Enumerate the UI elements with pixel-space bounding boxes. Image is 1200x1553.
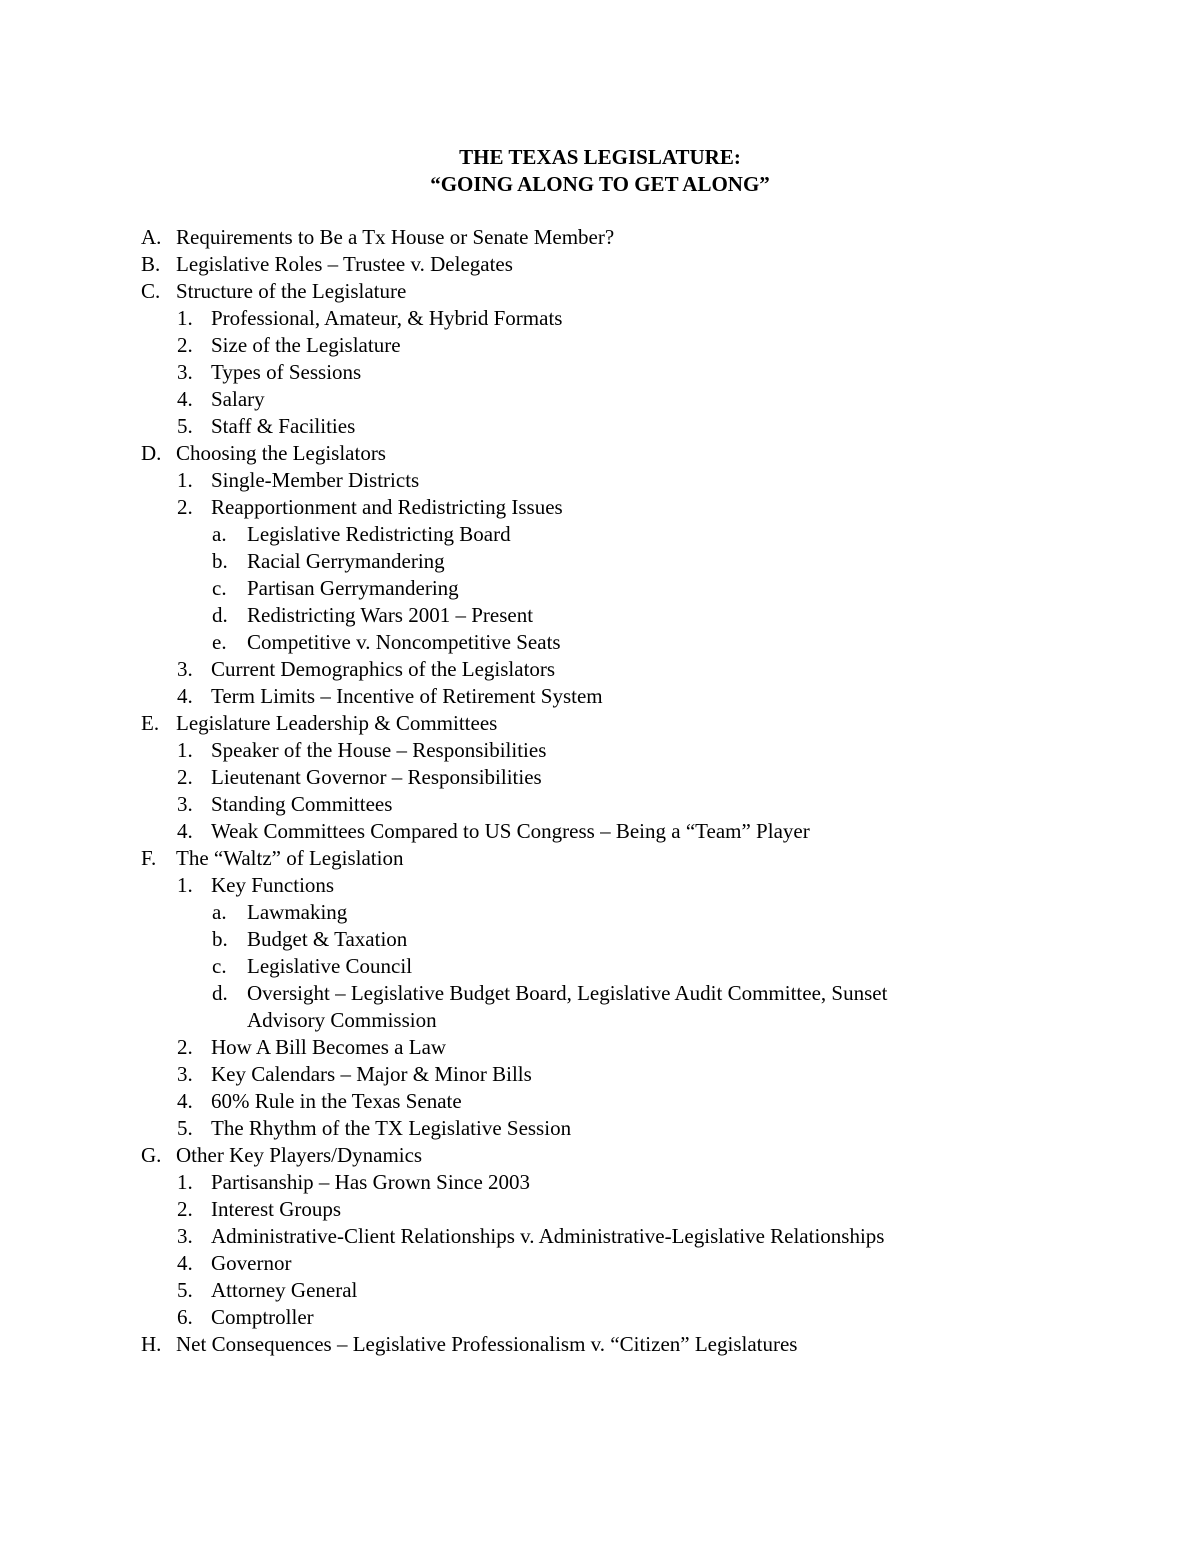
outline-item-marker: 5. bbox=[177, 414, 193, 438]
outline-item bbox=[0, 602, 1200, 629]
outline-item-marker: 4. bbox=[177, 1089, 193, 1113]
outline-item-text: Administrative-Client Relationships v. Administrative-Legislative Relationships bbox=[211, 1224, 885, 1248]
outline-item bbox=[0, 494, 1200, 521]
outline-item bbox=[0, 1196, 1200, 1223]
outline-item bbox=[0, 1142, 1200, 1169]
outline-item bbox=[0, 440, 1200, 467]
outline-item bbox=[0, 656, 1200, 683]
outline-item-text: Requirements to Be a Tx House or Senate Member? bbox=[176, 225, 615, 249]
outline-item bbox=[0, 872, 1200, 899]
outline-item-marker: b. bbox=[212, 927, 228, 951]
outline-item bbox=[0, 386, 1200, 413]
outline-item-text: Partisanship – Has Grown Since 2003 bbox=[211, 1170, 531, 1194]
outline-item-marker: D. bbox=[141, 441, 162, 465]
outline-item bbox=[0, 683, 1200, 710]
outline-item-marker: H. bbox=[141, 1332, 162, 1356]
outline-item bbox=[0, 1277, 1200, 1304]
outline-item-marker: 3. bbox=[177, 792, 193, 816]
outline-item-marker: 5. bbox=[177, 1116, 193, 1140]
outline-item-marker: C. bbox=[141, 279, 161, 303]
outline-item bbox=[0, 1034, 1200, 1061]
outline-item bbox=[0, 926, 1200, 953]
outline-item-marker: 5. bbox=[177, 1278, 193, 1302]
outline-item-text: The Rhythm of the TX Legislative Session bbox=[211, 1116, 572, 1140]
outline-item-text: Structure of the Legislature bbox=[176, 279, 407, 303]
outline-item-marker: 4. bbox=[177, 684, 193, 708]
outline-item-text: Partisan Gerrymandering bbox=[247, 576, 459, 600]
outline-item-marker: E. bbox=[141, 711, 160, 735]
outline-item-text: Reapportionment and Redistricting Issues bbox=[211, 495, 563, 519]
outline-item-marker: 2. bbox=[177, 333, 193, 357]
outline-item-marker: b. bbox=[212, 549, 228, 573]
outline-item-marker: 1. bbox=[177, 738, 193, 762]
outline-item bbox=[0, 224, 1200, 251]
outline-item bbox=[0, 1088, 1200, 1115]
outline-item-text: Attorney General bbox=[211, 1278, 358, 1302]
outline-item-text: Net Consequences – Legislative Professionalism v. “Citizen” Legislatures bbox=[176, 1332, 798, 1356]
outline-item-marker: B. bbox=[141, 252, 161, 276]
outline-item bbox=[0, 899, 1200, 926]
outline-item-marker: 2. bbox=[177, 1197, 193, 1221]
outline-item-text: Key Functions bbox=[211, 873, 335, 897]
outline-item-text: Single-Member Districts bbox=[211, 468, 420, 492]
outline-item bbox=[0, 548, 1200, 575]
outline-item-text: Types of Sessions bbox=[211, 360, 362, 384]
outline-item bbox=[0, 305, 1200, 332]
outline-item bbox=[0, 1223, 1200, 1250]
outline-item bbox=[0, 332, 1200, 359]
outline-item bbox=[0, 764, 1200, 791]
outline-item-marker: 2. bbox=[177, 1035, 193, 1059]
outline-item bbox=[0, 1331, 1200, 1358]
outline-item-marker: 3. bbox=[177, 1224, 193, 1248]
outline-item-marker: d. bbox=[212, 603, 228, 627]
outline-item-continuation bbox=[0, 1007, 1200, 1034]
outline-item bbox=[0, 1250, 1200, 1277]
outline-item-text: Legislative Council bbox=[247, 954, 413, 978]
outline-item-text: Legislative Redistricting Board bbox=[247, 522, 511, 546]
outline-item-text: Lieutenant Governor – Responsibilities bbox=[211, 765, 542, 789]
outline-item-marker: a. bbox=[212, 900, 227, 924]
outline-item-text: Competitive v. Noncompetitive Seats bbox=[247, 630, 561, 654]
outline-item-text: Standing Committees bbox=[211, 792, 393, 816]
outline-item-marker: 2. bbox=[177, 765, 193, 789]
outline-item-marker: 1. bbox=[177, 1170, 193, 1194]
outline-item-marker: e. bbox=[212, 630, 227, 654]
outline-item-marker: 6. bbox=[177, 1305, 193, 1329]
outline-item-marker: d. bbox=[212, 981, 228, 1005]
outline-item bbox=[0, 629, 1200, 656]
outline-item-marker: 1. bbox=[177, 468, 193, 492]
outline-item bbox=[0, 845, 1200, 872]
outline-item-text: Legislature Leadership & Committees bbox=[176, 711, 498, 735]
outline-item-text: Other Key Players/Dynamics bbox=[176, 1143, 423, 1167]
outline-item-text: Term Limits – Incentive of Retirement System bbox=[211, 684, 603, 708]
outline-item-marker: 1. bbox=[177, 306, 193, 330]
outline-item bbox=[0, 737, 1200, 764]
outline-item-text: Professional, Amateur, & Hybrid Formats bbox=[211, 306, 563, 330]
outline-item bbox=[0, 251, 1200, 278]
outline-item bbox=[0, 1304, 1200, 1331]
outline-item-marker: 1. bbox=[177, 873, 193, 897]
outline-item bbox=[0, 953, 1200, 980]
outline-item-marker: a. bbox=[212, 522, 227, 546]
outline-item bbox=[0, 413, 1200, 440]
outline-item-marker: c. bbox=[212, 954, 227, 978]
outline-item-text: Staff & Facilities bbox=[211, 414, 356, 438]
outline-item-text: Advisory Commission bbox=[247, 1008, 437, 1032]
outline-item-marker: 3. bbox=[177, 1062, 193, 1086]
document-title: THE TEXAS LEGISLATURE: bbox=[459, 145, 741, 169]
outline-item-marker: 4. bbox=[177, 819, 193, 843]
outline-item-marker: 4. bbox=[177, 1251, 193, 1275]
outline-item-text: Speaker of the House – Responsibilities bbox=[211, 738, 547, 762]
outline-item bbox=[0, 359, 1200, 386]
outline-item bbox=[0, 818, 1200, 845]
outline-item-marker: 3. bbox=[177, 657, 193, 681]
outline-item-marker: 2. bbox=[177, 495, 193, 519]
outline-item-text: The “Waltz” of Legislation bbox=[176, 846, 404, 870]
outline-item-text: Budget & Taxation bbox=[247, 927, 408, 951]
outline-item bbox=[0, 980, 1200, 1007]
outline-item-text: Choosing the Legislators bbox=[176, 441, 386, 465]
outline-item bbox=[0, 710, 1200, 737]
outline-item-marker: G. bbox=[141, 1143, 162, 1167]
outline-item-text: Redistricting Wars 2001 – Present bbox=[247, 603, 534, 627]
outline-item-text: Lawmaking bbox=[247, 900, 348, 924]
outline-item-text: Size of the Legislature bbox=[211, 333, 401, 357]
outline-item bbox=[0, 791, 1200, 818]
outline-item-marker: 4. bbox=[177, 387, 193, 411]
document-subtitle: “GOING ALONG TO GET ALONG” bbox=[430, 172, 770, 196]
outline-item-text: 60% Rule in the Texas Senate bbox=[211, 1089, 462, 1113]
outline-item-text: Key Calendars – Major & Minor Bills bbox=[211, 1062, 532, 1086]
outline-item-text: Interest Groups bbox=[211, 1197, 342, 1221]
outline-item bbox=[0, 521, 1200, 548]
outline-item-marker: c. bbox=[212, 576, 227, 600]
outline-item-marker: 3. bbox=[177, 360, 193, 384]
outline-item bbox=[0, 467, 1200, 494]
outline-item-text: Salary bbox=[211, 387, 265, 411]
outline-item-text: Racial Gerrymandering bbox=[247, 549, 445, 573]
outline-item-marker: A. bbox=[141, 225, 162, 249]
outline-item-marker: F. bbox=[141, 846, 157, 870]
outline-item bbox=[0, 278, 1200, 305]
outline-item-text: Comptroller bbox=[211, 1305, 314, 1329]
outline-item bbox=[0, 1061, 1200, 1088]
outline-item-text: Governor bbox=[211, 1251, 292, 1275]
outline-item-text: Oversight – Legislative Budget Board, Legislative Audit Committee, Sunset bbox=[247, 981, 888, 1005]
outline-item bbox=[0, 575, 1200, 602]
outline-item-text: How A Bill Becomes a Law bbox=[211, 1035, 447, 1059]
outline-item-text: Legislative Roles – Trustee v. Delegates bbox=[176, 252, 513, 276]
outline-item bbox=[0, 1115, 1200, 1142]
outline-item bbox=[0, 1169, 1200, 1196]
outline-item-text: Weak Committees Compared to US Congress – Being a “Team” Player bbox=[211, 819, 810, 843]
outline-list bbox=[0, 224, 1200, 1358]
outline-item-text: Current Demographics of the Legislators bbox=[211, 657, 556, 681]
